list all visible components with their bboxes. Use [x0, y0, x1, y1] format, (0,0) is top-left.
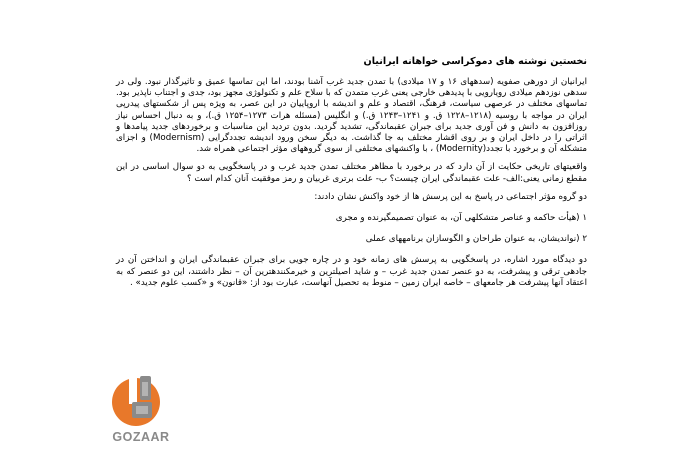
- paragraph-groups-intro: دو گروه مؤثر اجتماعی در پاسخ به این پرسش ها از خود واکنش نشان دادند:: [314, 191, 587, 202]
- paragraph-conclusion: دو دیدگاه مورد اشاره، در پاسخگویی به پرسش های زمانه خود و در چاره جویی برای جبران عقبماندگی ایران و انداختن آن در جادهی ترقی و پیشرفت، به دو عنصر تمدن جدید غرب – و شاید اصیلترین و خیرمکنندهترین آن – نظر داشتند، این دو عنصر که به اعتقاد آنها پیشرفت هر جامعهای – خاصه ایران زمین – منوط به تحصیل آنهاست، عبارت بود از: «قانون» و «کسب علوم جدید» .: [116, 255, 587, 288]
- gozaar-logo: [110, 372, 172, 452]
- gozaar-logo-icon: [110, 372, 172, 430]
- paragraph-intro: ایرانیان از دورهی صفویه (سدههای ۱۶ و ۱۷ میلادی) با تمدن جدید غرب آشنا بودند، اما این تماسها عمیق و تاثیرگذار نبود. ولی در سدهی نوزدهم میلادی رویارویی با پدیدهی خارجی یعنی غرب متمدن که با سلاح علم و تکنولوژی مجهز بود، جدی و اجتناب ناپذیر بود. تماسهای مختلف در عرصهی سیاست، فرهنگ، اقتصاد و علم و اندیشه با اروپاییان در این عصر، به ویژه پس از شکستهای پیدرپی ایران در مواجه با روسیه (۱۲۱۸–۱۲۲۸ ق. و ۱۲۴۱–۱۲۴۳ ق.) و انگلیس (مسئله هرات ۱۲۷۳–۱۲۵۴ ق.)، و به دنبال احساس نیاز روزافزون به دانش و فن آوری جدید برای جبران عقبماندگی، تشدید گردید. بدون تردید این مناسبات و برخوردهای جدید پیامدها و اثراتی را در داخل ایران و بر روی اقشار مختلف به جا گذاشت. به دیگر سخن ورود اندیشه تجددگرایی (Modernism) و اجزای متشکله آن و برخورد با تجدد(Modernity) ، با واکنشهای مختلفی از سوی گروههای مؤثر اجتماعی همراه شد.: [116, 77, 588, 155]
- list-item-group-1: ۱ (هیأت حاکمه و عناصر متشکلهی آن، به عنوان تصمیمگیرنده و مجری: [335, 213, 587, 224]
- gozaar-logo-text: GOZAAR: [112, 430, 170, 444]
- list-item-group-2: ۲ (نواندیشان، به عنوان طراحان و الگوسازان برنامههای عملی: [365, 234, 587, 245]
- article-body: [116, 55, 587, 296]
- paragraph-questions: واقعیتهای تاریخی حکایت از آن دارد که در برخورد با مظاهر مختلف تمدن جدید غرب و در پاسخگویی به دو سوال اساسی در این مقطع زمانی یعنی:الف- علت عقبماندگی ایران چیست؟ ب- علت برتری غربیان و رمز موفقیت آنان کدام است ؟: [116, 162, 587, 184]
- article-title: نخستین نوشته های دموکراسی خواهانه ایرانیان: [363, 56, 587, 67]
